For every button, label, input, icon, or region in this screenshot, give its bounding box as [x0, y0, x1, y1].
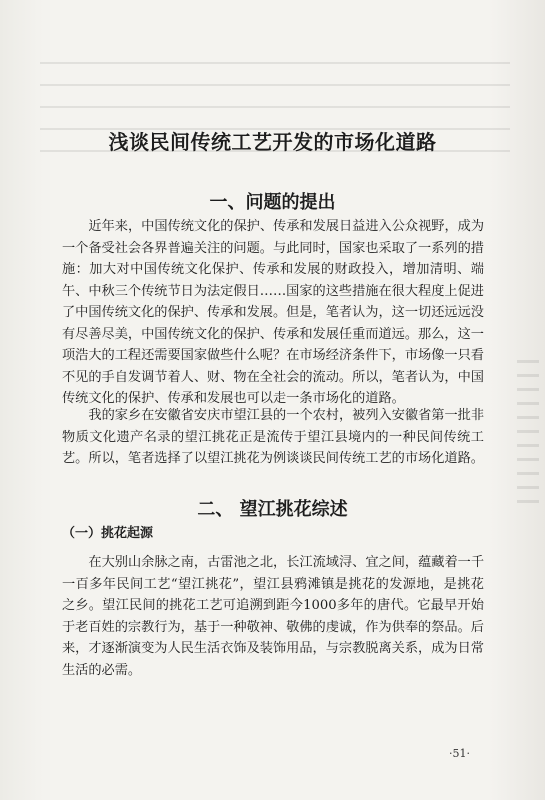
- article-title: 浅谈民间传统工艺开发的市场化道路: [108, 130, 437, 154]
- paragraph-hometown: 我的家乡在安徽省安庆市望江县的一个农村，被列入安徽省第一批非物质文化遗产名录的望江挑花正是流传于望江县境内的一种民间传统工艺。所以，笔者选择了以望江挑花为例谈谈民间传统工艺的市场化道路。: [62, 408, 485, 466]
- section-heading-overview: 二、 望江挑花综述: [197, 499, 348, 520]
- subsection-heading-origin: （一）挑花起源: [62, 526, 154, 541]
- margin-scribble: [517, 360, 539, 510]
- paragraph-intro: 近年来，中国传统文化的保护、传承和发展日益进入公众视野，成为一个备受社会各界普遍关注的问题。与此同时，国家也采取了一系列的措施：加大对中国传统文化保护、传承和发展的财政投入，增加清明、端午、中秋三个传统节日为法定假日……国家的这些措施在很大程度上促进了中国传统文化的保护、传承和发展。但是，笔者认为，这一切还远远没有尽善尽美，中国传统文化的保护、传承和发展任重而道远。那么，这一项浩大的工程还需要国家做些什么呢？在市场经济条件下，市场像一只看不见的手自发调节着人、财、物在全社会的流动。所以，笔者认为，中国传统文化的保护、传承和发展也可以走一条市场化的道路。: [62, 219, 485, 406]
- section-heading-problem: 一、问题的提出: [209, 192, 336, 213]
- page-number: ·51·: [449, 747, 470, 760]
- paragraph-origin: 在大别山余脉之南，古雷池之北，长江流域浔、宜之间，蕴藏着一千一百多年民间工艺“望江挑花”，望江县鸦滩镇是挑花的发源地，是挑花之乡。望江民间的挑花工艺可追溯到距今1000多年的唐代。它最早开始于老百姓的宗教行为，基于一种敬神、敬佛的虔诚，作为供奉的祭品。后来，才逐渐演变为人民生活衣饰及装饰用品，与宗教脱离关系，成为日常生活的必需。: [62, 555, 485, 678]
